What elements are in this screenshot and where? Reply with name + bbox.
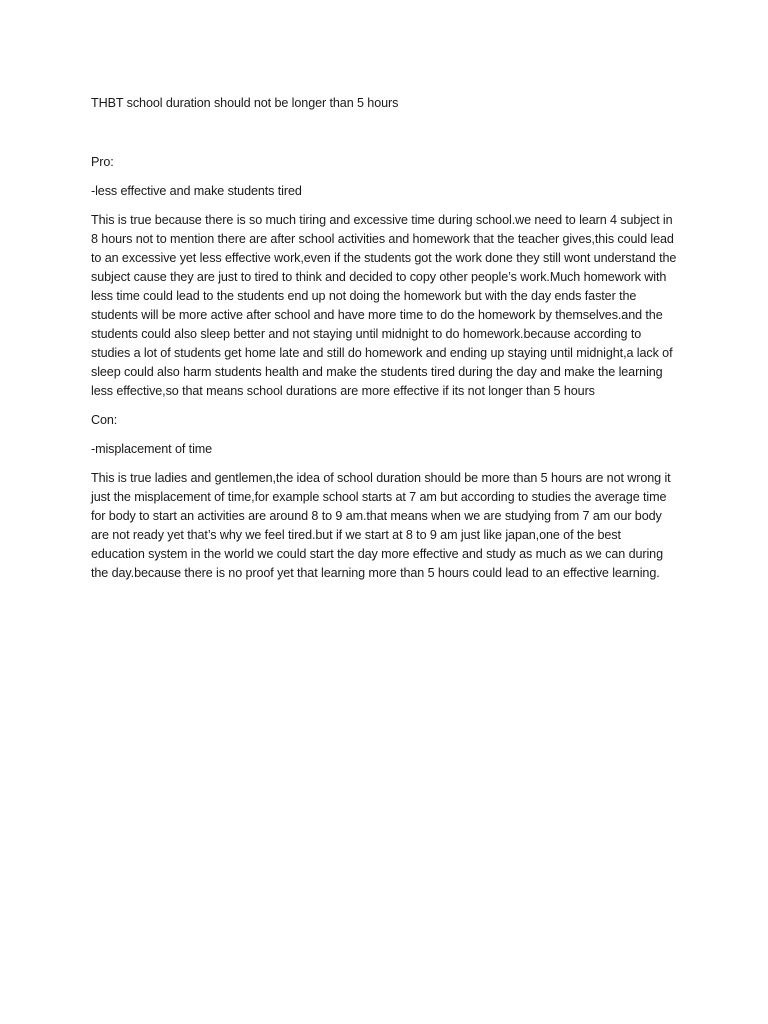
pro-paragraph: This is true because there is so much tiring and excessive time during school.we need to learn 4 subject in 8 hours not to mention there are after school activities and homework that the teacher gives,this could lead to an excessive yet less effective work,even if the students got the work done they still wont understand the subject cause they are just to tired to think and decided to copy other people’s work.Much homework with less time could lead to the students end up not doing the homework but with the day ends faster the students will be more active after school and have more time to do the homework by themselves.and the students could also sleep better and not staying until midnight to do homework.because according to studies a lot of students get home late and still do homework and ending up staying until midnight,a lack of sleep could also harm students health and make the students tired during the day and make the learning less effective,so that means school durations are more effective if its not longer than 5 hours bbox=[91, 213, 677, 398]
pro-heading: Pro: bbox=[91, 155, 114, 169]
con-paragraph: This is true ladies and gentlemen,the idea of school duration should be more than 5 hours are not wrong it just the misplacement of time,for example school starts at 7 am but according to studies the average time for body to start an activities are around 8 to 9 am.that means when we are studying from 7 am our body are not ready yet that’s why we feel tired.but if we start at 8 to 9 am just like japan,one of the best education system in the world we could start the day more effective and study as much as we can during the day.because there is no proof yet that learning more than 5 hours could lead to an effective learning. bbox=[91, 471, 671, 580]
con-heading: Con: bbox=[91, 413, 118, 427]
document-title: THBT school duration should not be longer than 5 hours bbox=[91, 96, 399, 110]
con-point: -misplacement of time bbox=[91, 442, 213, 456]
document-body bbox=[91, 94, 677, 583]
pro-point: -less effective and make students tired bbox=[91, 184, 302, 198]
